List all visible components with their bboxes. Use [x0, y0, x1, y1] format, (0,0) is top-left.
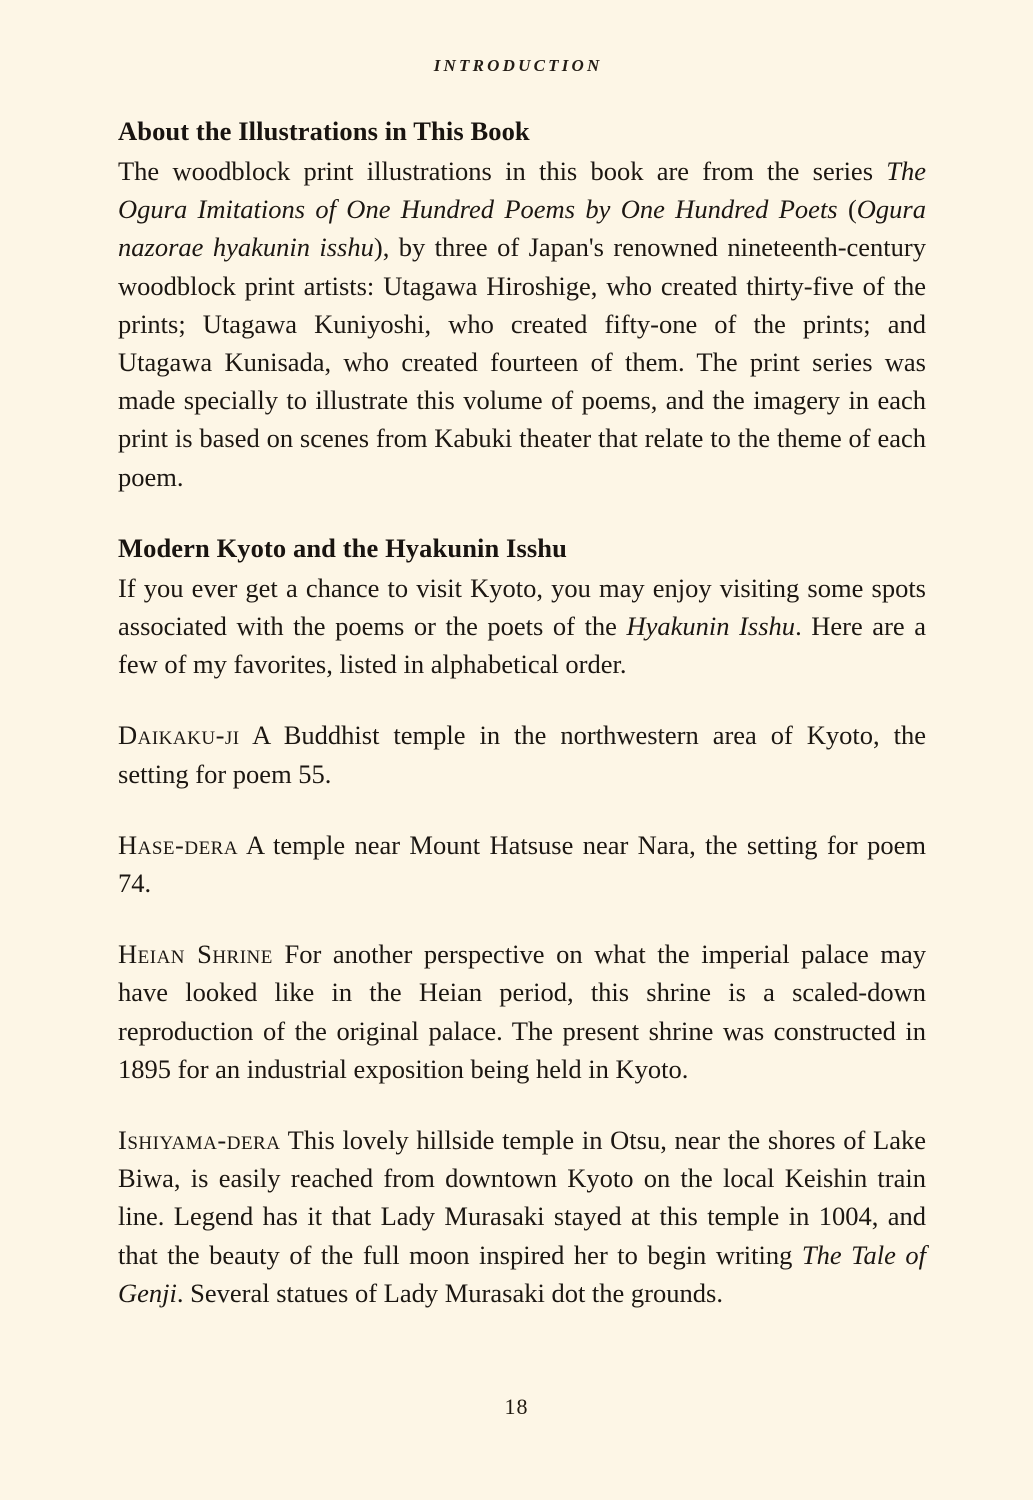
- entry-headword: Daikaku-ji: [118, 720, 240, 751]
- text-run: If you ever get a chance to visit Kyoto, you may enjoy visiting some spots associated with the poems or the poets of the: [118, 572, 926, 642]
- text-run: . Several statues of Lady Murasaki dot the grounds.: [176, 1277, 723, 1308]
- text-block: [118, 112, 926, 1312]
- text-run: A temple near Mount Hatsuse near Nara, the setting for poem 74.: [118, 829, 926, 899]
- section-heading-modern-kyoto: Modern Kyoto and the Hyakunin Isshu: [118, 532, 567, 563]
- running-head: INTRODUCTION: [433, 56, 603, 75]
- text-run: The woodblock print illustrations in this book are from the series: [118, 156, 887, 186]
- entry-headword: Hase-dera: [118, 829, 239, 860]
- paragraph-illustrations: [118, 152, 926, 496]
- series-title: The Ogura Imitations of One Hundred Poems by One Hundred Poets: [118, 156, 926, 225]
- entry-headword: Ishiyama-dera: [118, 1125, 281, 1156]
- anthology-title: Hyakunin Isshu: [626, 611, 796, 642]
- book-title-genji: The Tale of Genji: [118, 1239, 926, 1308]
- text-run: For another perspective on what the imperial palace may have looked like in the Heian period, this shrine is a scaled-down reproduction of the original palace. The present shrine was constructed in 1895 for an industrial exposition being held in Kyoto.: [118, 939, 926, 1084]
- entry-ishiyama-dera: [118, 1121, 926, 1312]
- text-run: This lovely hillside temple in Otsu, near the shores of Lake Biwa, is easily reached from downtown Kyoto on the local Keishin train line. Legend has it that Lady Murasaki stayed at this temple in 1004, and that the beauty of the full moon inspired her to begin writing: [118, 1125, 926, 1270]
- paragraph-modern-kyoto: [118, 569, 926, 684]
- section-heading-illustrations: About the Illustrations in This Book: [118, 116, 530, 146]
- romanized-series-title: Ogura nazorae hyakunin isshu: [118, 194, 926, 263]
- entry-headword: Heian Shrine: [118, 939, 273, 970]
- entry-heian-shrine: [118, 935, 926, 1088]
- entry-hase-dera: [118, 826, 926, 902]
- page-number: 18: [504, 1394, 529, 1419]
- text-run: (: [837, 194, 857, 225]
- text-run: A Buddhist temple in the northwestern area of Kyoto, the setting for poem 55.: [118, 720, 926, 789]
- entry-daikaku-ji: [118, 716, 926, 792]
- text-run: ), by three of Japan's renowned nineteenth-century woodblock print artists: Utagawa Hiroshige, who created thirty-five of the prints; Utagawa Kuniyoshi, who created fifty-one of the prints; and Utagawa Kunisada, who created fourteen of them. The print series was made specially to illustrate this volume of poems, and the imagery in each print is based on scenes from Kabuki theater that relate to the theme of each poem.: [118, 232, 926, 492]
- text-run: . Here are a few of my favorites, listed in alphabetical order.: [118, 611, 926, 680]
